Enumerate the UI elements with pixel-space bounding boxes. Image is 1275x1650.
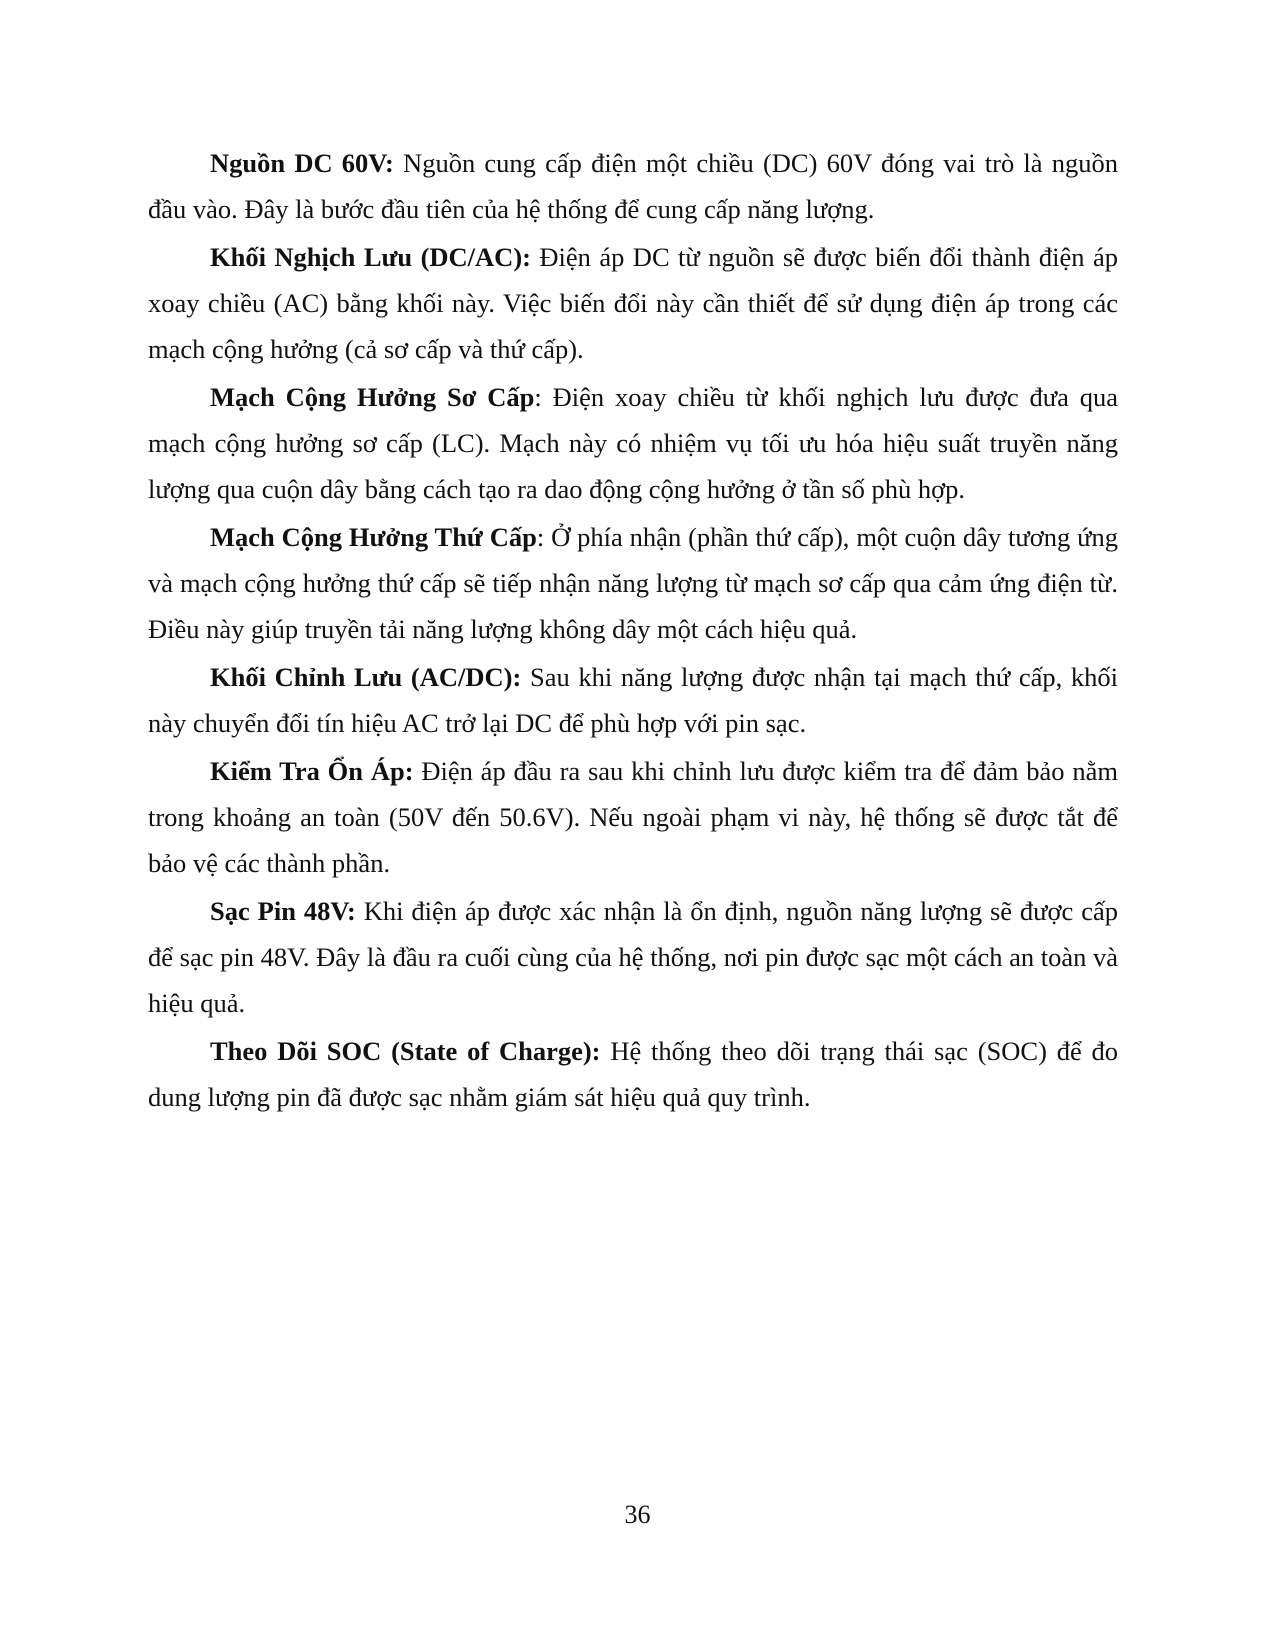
paragraph-secondary-resonance	[148, 514, 1118, 652]
page-number: 36	[624, 1500, 651, 1529]
desc-battery-charging: Khi điện áp được xác nhận là ổn định, nguồn năng lượng sẽ được cấp để sạc pin 48V. Đây là đầu ra cuối cùng của hệ thống, nơi pin được sạc một cách an toàn và hiệu quả.	[148, 896, 1118, 1018]
desc-inverter: Điện áp DC từ nguồn sẽ được biến đổi thành điện áp xoay chiều (AC) bằng khối này. Việc biến đổi này cần thiết để sử dụng điện áp trong các mạch cộng hưởng (cả sơ cấp và thứ cấp).	[148, 242, 1118, 364]
paragraph-inverter	[148, 234, 1118, 372]
desc-rectifier: Sau khi năng lượng được nhận tại mạch thứ cấp, khối này chuyển đổi tín hiệu AC trở lại DC để phù hợp với pin sạc.	[148, 662, 1118, 738]
term-soc-monitoring: Theo Dõi SOC (State of Charge):	[210, 1036, 601, 1066]
paragraph-primary-resonance	[148, 374, 1118, 512]
paragraph-voltage-check	[148, 748, 1118, 886]
term-dc-source: Nguồn DC 60V:	[210, 148, 394, 178]
paragraph-rectifier	[148, 654, 1118, 746]
document-body	[148, 140, 1118, 1122]
desc-secondary-resonance: : Ở phía nhận (phần thứ cấp), một cuộn dây tương ứng và mạch cộng hưởng thứ cấp sẽ tiếp nhận năng lượng từ mạch sơ cấp qua cảm ứng điện từ. Điều này giúp truyền tải năng lượng không dây một cách hiệu quả.	[148, 522, 1119, 644]
term-voltage-check: Kiểm Tra Ổn Áp:	[210, 756, 414, 786]
desc-dc-source: Nguồn cung cấp điện một chiều (DC) 60V đóng vai trò là nguồn đầu vào. Đây là bước đầu tiên của hệ thống để cung cấp năng lượng.	[148, 148, 1119, 224]
term-inverter: Khối Nghịch Lưu (DC/AC):	[210, 242, 531, 272]
term-secondary-resonance: Mạch Cộng Hưởng Thứ Cấp	[210, 522, 537, 552]
paragraph-soc-monitoring	[148, 1028, 1118, 1120]
paragraph-dc-source	[148, 140, 1118, 232]
term-primary-resonance: Mạch Cộng Hưởng Sơ Cấp	[210, 382, 535, 412]
term-battery-charging: Sạc Pin 48V:	[210, 896, 356, 926]
desc-soc-monitoring: Hệ thống theo dõi trạng thái sạc (SOC) để đo dung lượng pin đã được sạc nhằm giám sát hiệu quả quy trình.	[148, 1036, 1118, 1112]
term-rectifier: Khối Chỉnh Lưu (AC/DC):	[210, 662, 522, 692]
desc-voltage-check: Điện áp đầu ra sau khi chỉnh lưu được kiểm tra để đảm bảo nằm trong khoảng an toàn (50V đến 50.6V). Nếu ngoài phạm vi này, hệ thống sẽ được tắt để bảo vệ các thành phần.	[148, 756, 1118, 878]
paragraph-battery-charging	[148, 888, 1118, 1026]
desc-primary-resonance: : Điện xoay chiều từ khối nghịch lưu được đưa qua mạch cộng hưởng sơ cấp (LC). Mạch này có nhiệm vụ tối ưu hóa hiệu suất truyền năng lượng qua cuộn dây bằng cách tạo ra dao động cộng hưởng ở tần số phù hợp.	[148, 382, 1118, 504]
